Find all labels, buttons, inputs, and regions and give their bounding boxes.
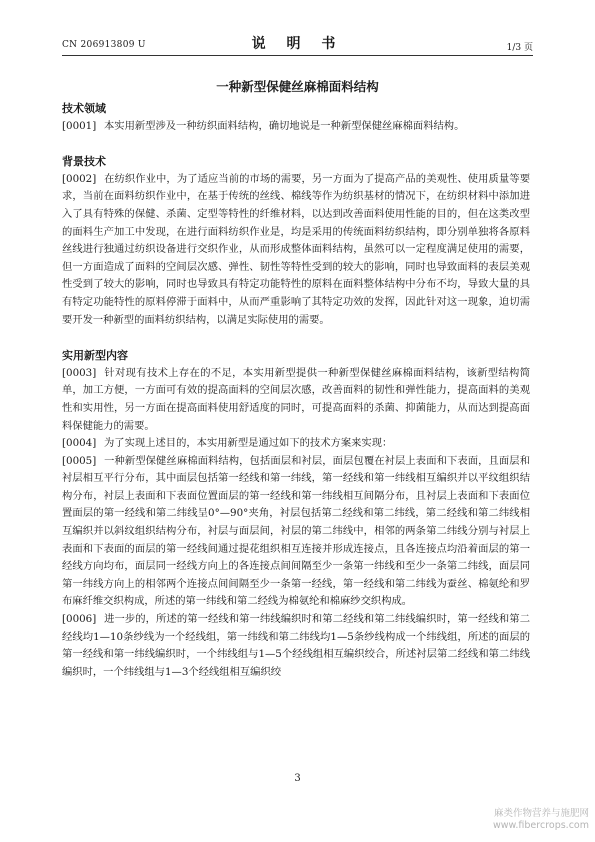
paragraph-text: 为了实现上述目的，本实用新型是通过如下的技术方案来实现： bbox=[104, 437, 393, 450]
paragraph-text: 进一步的，所述的第一经线和第一纬线编织时和第二经线和第二纬线编织时，第一经线和第二经线均1—10条纱线为一个经线组，第一纬线和第二纬线均1—5条纱线构成一个纬线组，所述的面层的第一经线和第一纬线编织时，一个纬线组与1—5个经线组相互编织绞合，所述衬层第二经线和第二纬线编织时，一个纬线组与1—3个经线组相互编织绞 bbox=[62, 613, 530, 678]
watermark-url: www.fibercrops.com bbox=[492, 820, 589, 831]
section-background bbox=[62, 153, 530, 329]
document-body bbox=[62, 100, 530, 681]
paragraph-number: [0004] bbox=[62, 437, 97, 450]
paragraph-0005 bbox=[62, 453, 530, 611]
paragraph-number: [0006] bbox=[62, 613, 97, 626]
publication-number: CN 206913809 U bbox=[62, 40, 146, 50]
page-indicator: 1/3 页 bbox=[506, 43, 533, 53]
header-title: 说 明 书 bbox=[251, 36, 344, 52]
paragraph-0006 bbox=[62, 611, 530, 681]
paragraph-0004 bbox=[62, 435, 530, 453]
paragraph-number: [0003] bbox=[62, 366, 97, 379]
paragraph-text: 一种新型保健丝麻棉面料结构，包括面层和衬层，面层包覆在衬层上表面和下表面，且面层和衬层相互平行分布，其中面层包括第一经线和第一纬线，第一经线和第一纬线相互编织并以平纹组织结构分布，衬层上表面和下表面位置面层的第一经线和第一纬线相互间隔分布，且衬层上表面和下表面位置面层的第一经线和第二纬线呈0°—90°夹角，衬层包括第二经线和第二纬线，第二经线和第二纬线相互编织并以斜纹组织结构分布，衬层与面层间，衬层的第二纬线中，相邻的两条第二纬线分别与衬层上表面和下表面的面层的第一经线间通过提花组织相互连接并形成连接点，且各连接点均沿着面层的第一经线方向均布，面层同一经线方向上的各连接点间间隔至少一条第一纬线和至少一条第二纬线，面层同第一纬线方向上的相邻两个连接点间间隔至少一条第一经线，第一经线和第二纬线为蚕丝、棉氨纶和罗布麻纤维交织构成，所述的第一纬线和第二经线为棉氨纶和棉麻纱交织构成。 bbox=[62, 454, 530, 608]
section-heading: 实用新型内容 bbox=[62, 349, 128, 363]
paragraph-number: [0005] bbox=[62, 454, 97, 467]
section-technical-field bbox=[62, 100, 530, 135]
section-utility-content bbox=[62, 347, 530, 681]
paragraph-0003 bbox=[62, 365, 530, 435]
paragraph-0001 bbox=[62, 118, 530, 136]
document-title: 一种新型保健丝麻棉面料结构 bbox=[216, 79, 379, 94]
paragraph-number: [0002] bbox=[62, 172, 97, 185]
watermark-site-name: 麻类作物营养与施肥网 bbox=[493, 808, 589, 819]
paragraph-text: 在纺织作业中，为了适应当前的市场的需要，另一方面为了提高产品的美观性、使用质量等要求，当前在面料纺织作业中，在基于传统的丝线、棉线等作为纺织基材的情况下，在纺织材料中添加进入了具有特殊的保健、杀菌、定型等特性的纤维材料，以达到改善面料使用性能的目的，但在这类改型的面料生产加工中发现，在进行面料纺织作业是，均是采用的传统面料纺织结构，即分别单独将各原料丝线进行独通过纺织设备进行交织作业，从而形成整体面料结构，虽然可以一定程度满足使用的需要，但一方面造成了面料的空间层次感、弹性、韧性等特性受到的较大的影响，同时也导致面料的表层美观性受到了较大的影响，同时也导致具有特定功能特性的原料在面料整体结构中分布不均，导致大量的具有特定功能特性的原料停滞于面料中，从而严重影响了其特定功效的发挥，因此针对这一现象，迫切需要开发一种新型的面料纺织结构，以满足实际使用的需要。 bbox=[62, 172, 530, 326]
section-heading: 技术领域 bbox=[62, 102, 106, 115]
header-divider bbox=[62, 55, 533, 56]
paragraph-0002 bbox=[62, 171, 530, 329]
page-number: 3 bbox=[294, 773, 301, 784]
watermark bbox=[493, 808, 589, 832]
paragraph-text: 针对现有技术上存在的不足，本实用新型提供一种新型保健丝麻棉面料结构，该新型结构简单，加工方便，一方面可有效的提高面料的空间层次感，改善面料的韧性和弹性能力，提高面料的美观性和实用性，另一方面在提高面料使用舒适度的同时，可提高面料的杀菌、抑菌能力，从而达到提高面料保健能力的需要。 bbox=[62, 366, 530, 432]
paragraph-text: 本实用新型涉及一种纺织面料结构，确切地说是一种新型保健丝麻棉面料结构。 bbox=[104, 119, 465, 132]
paragraph-number: [0001] bbox=[62, 119, 97, 132]
section-heading: 背景技术 bbox=[62, 155, 106, 169]
